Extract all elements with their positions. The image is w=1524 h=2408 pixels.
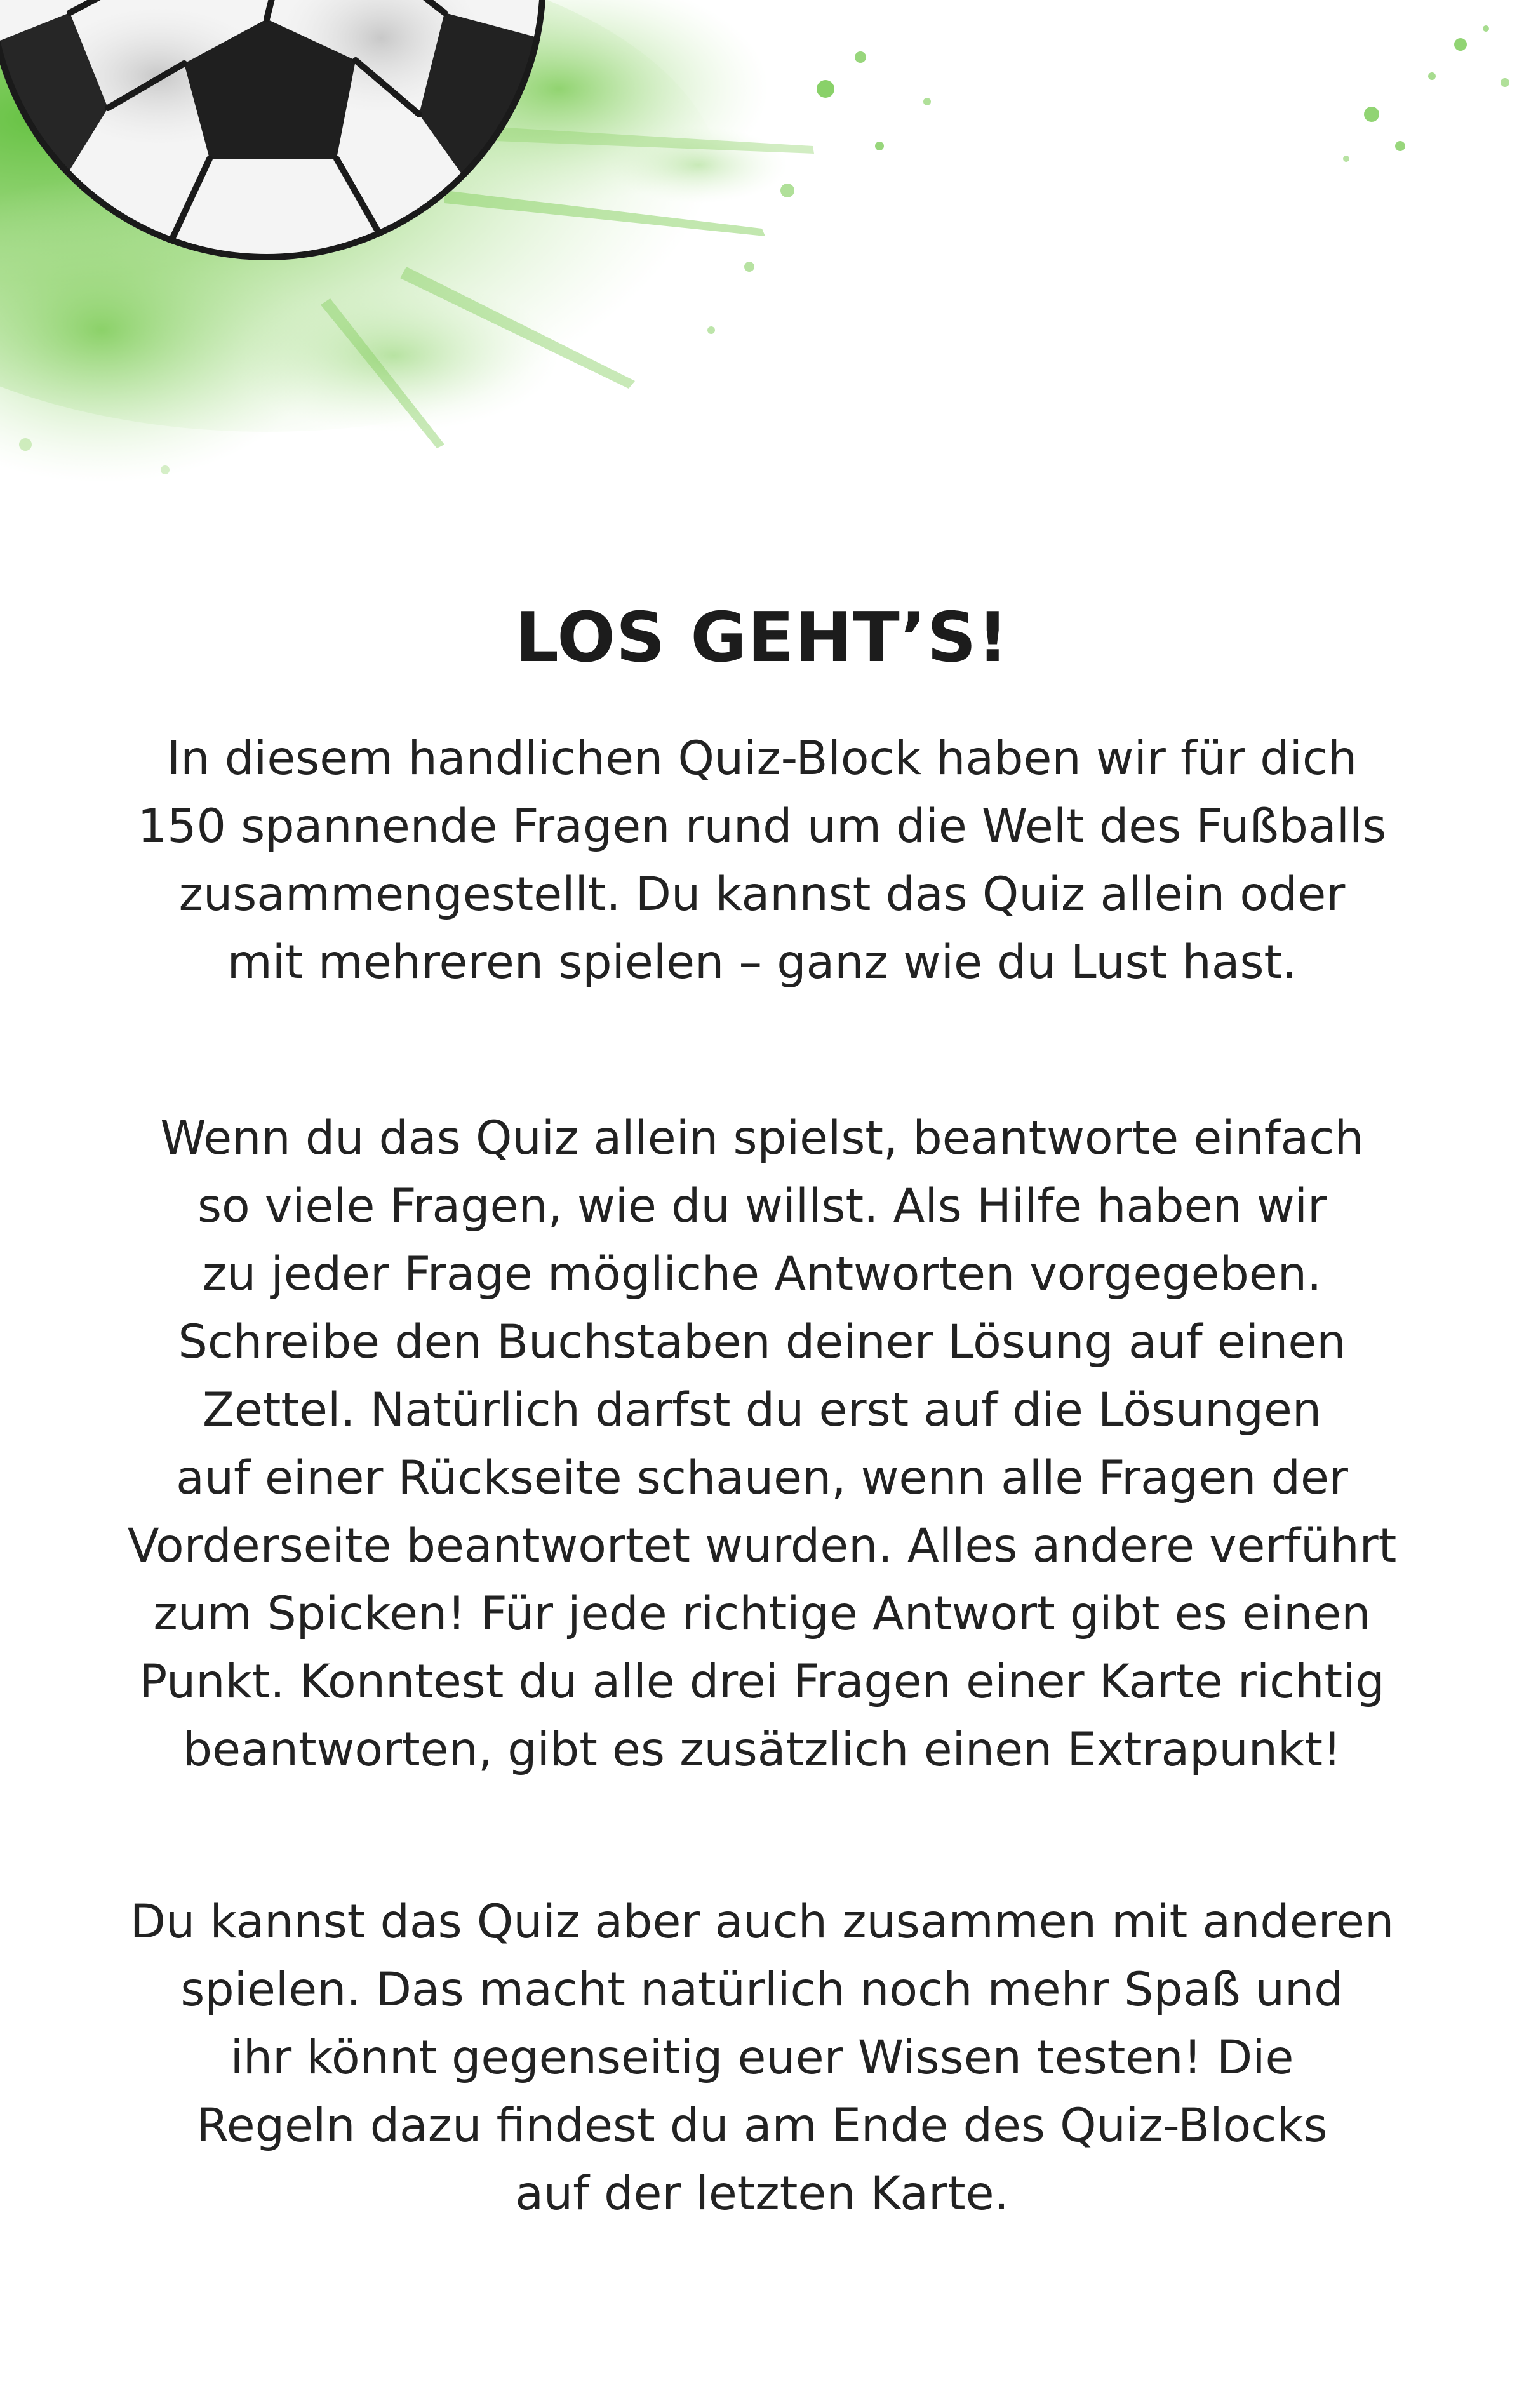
text-line: Regeln dazu findest du am Ende des Quiz-Blocks: [196, 2099, 1328, 2153]
text-line: Vorderseite beantwortet wurden. Alles andere verführt: [127, 1519, 1397, 1573]
text-line: mit mehreren spielen – ganz wie du Lust hast.: [227, 935, 1297, 989]
text-line: Du kannst das Quiz aber auch zusammen mit anderen: [130, 1895, 1394, 1949]
text-line: Wenn du das Quiz allein spielst, beantworte einfach: [160, 1111, 1364, 1165]
solo-rules-paragraph: [64, 1104, 1460, 1784]
text-line: 150 spannende Fragen rund um die Welt des Fußballs: [137, 799, 1387, 853]
text-line: zu jeder Frage mögliche Antworten vorgegeben.: [202, 1247, 1322, 1301]
group-rules-paragraph: [64, 1888, 1460, 2228]
text-line: so viele Fragen, wie du willst. Als Hilfe haben wir: [197, 1179, 1327, 1233]
text-line: In diesem handlichen Quiz-Block haben wir für dich: [166, 732, 1358, 786]
text-line: beantworten, gibt es zusätzlich einen Extrapunkt!: [182, 1723, 1342, 1777]
text-line: zusammengestellt. Du kannst das Quiz allein oder: [178, 867, 1346, 921]
soccer-ball-watercolor-illustration: [0, 0, 1524, 508]
text-line: zum Spicken! Für jede richtige Antwort gibt es einen: [153, 1587, 1371, 1641]
intro-paragraph: [64, 725, 1460, 996]
page-title: LOS GEHT’S!: [515, 598, 1009, 678]
text-line: Zettel. Natürlich darfst du erst auf die Lösungen: [202, 1383, 1322, 1437]
text-line: spielen. Das macht natürlich noch mehr Spaß und: [180, 1963, 1344, 2017]
text-line: auf der letzten Karte.: [515, 2167, 1009, 2221]
text-line: ihr könnt gegenseitig euer Wissen testen! Die: [230, 2031, 1294, 2085]
text-line: auf einer Rückseite schauen, wenn alle Fragen der: [176, 1451, 1348, 1505]
text-line: Punkt. Konntest du alle drei Fragen einer Karte richtig: [139, 1655, 1385, 1709]
text-line: Schreibe den Buchstaben deiner Lösung auf einen: [178, 1315, 1346, 1369]
